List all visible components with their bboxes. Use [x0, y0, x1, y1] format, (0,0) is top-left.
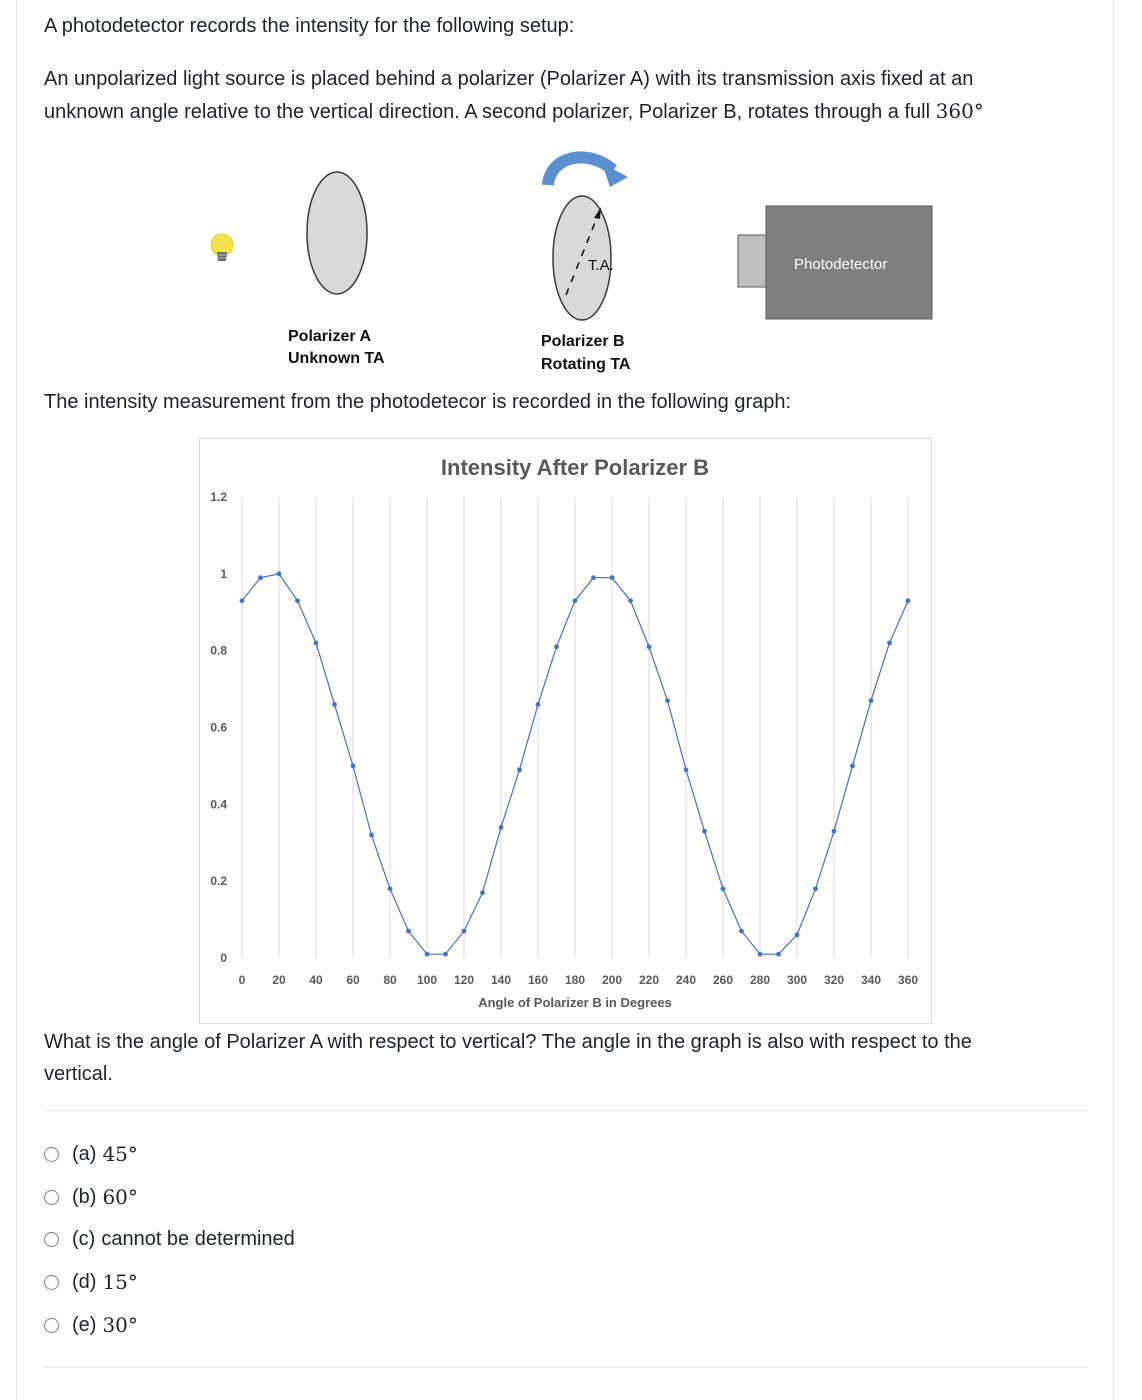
data-point: [406, 929, 411, 934]
x-tick-label: 240: [675, 973, 697, 987]
radio-c-icon[interactable]: [44, 1232, 59, 1247]
option-b-math: 60°: [102, 1185, 138, 1209]
data-point: [351, 764, 356, 769]
data-point: [665, 698, 670, 703]
polarizer-b-label: Polarizer B: [541, 333, 625, 350]
setup-text-line2: [44, 95, 984, 128]
y-tick-label: 0: [220, 951, 227, 965]
x-tick-label: 100: [416, 973, 438, 987]
x-tick-label: 160: [527, 973, 549, 987]
data-point: [443, 952, 448, 957]
data-point: [684, 767, 689, 772]
chart-title: Intensity After Polarizer B: [440, 455, 710, 480]
option-b[interactable]: [44, 1182, 138, 1212]
data-point: [702, 829, 707, 834]
option-e-math: 30°: [102, 1313, 138, 1337]
y-tick-label: 1: [220, 566, 227, 581]
option-d-prefix: (d): [72, 1270, 97, 1293]
radio-d-icon[interactable]: [44, 1275, 59, 1290]
graph-intro-text: The intensity measurement from the photodetecor is recorded in the following graph:: [44, 391, 792, 413]
data-point: [628, 598, 633, 603]
ta-label: T.A.: [588, 257, 614, 274]
data-point: [647, 644, 652, 649]
data-point: [462, 929, 467, 934]
option-a-prefix: (a): [72, 1142, 97, 1165]
x-tick-label: 120: [453, 973, 475, 987]
data-point: [240, 598, 245, 603]
data-point: [832, 829, 837, 834]
data-point: [536, 702, 541, 707]
x-tick-label: 20: [272, 973, 286, 987]
option-c[interactable]: [44, 1224, 295, 1254]
x-tick-label: 0: [238, 973, 246, 987]
polarizer-a-sublabel: Unknown TA: [288, 350, 385, 367]
data-point: [314, 641, 319, 646]
data-point: [869, 698, 874, 703]
polarizer-a-disc: [307, 172, 367, 294]
option-e-prefix: (e): [72, 1313, 97, 1336]
x-tick-label: 260: [712, 973, 734, 987]
x-tick-label: 320: [823, 973, 845, 987]
option-d[interactable]: [44, 1267, 138, 1297]
data-point: [776, 952, 781, 957]
option-c-prefix: (c): [72, 1227, 96, 1250]
question-prompt-line1: What is the angle of Polarizer A with respect to vertical? The angle in the graph is also with respect to the: [44, 1031, 972, 1053]
data-point: [554, 644, 559, 649]
x-tick-label: 80: [383, 973, 397, 987]
x-tick-label: 220: [638, 973, 660, 987]
data-point: [388, 886, 393, 891]
setup-text-line1: An unpolarized light source is placed behind a polarizer (Polarizer A) with its transmission axis fixed at an: [44, 68, 974, 90]
data-point: [332, 702, 337, 707]
data-point: [425, 952, 430, 957]
data-point: [887, 641, 892, 646]
radio-a-icon[interactable]: [44, 1147, 59, 1162]
x-tick-label: 280: [749, 973, 771, 987]
photodetector-label: Photodetector: [794, 256, 888, 273]
option-a-math: 45°: [102, 1142, 138, 1166]
x-tick-label: 180: [564, 973, 586, 987]
question-prompt-line2: vertical.: [44, 1063, 113, 1085]
data-point: [369, 833, 374, 838]
divider-bottom: [44, 1367, 1088, 1368]
radio-b-icon[interactable]: [44, 1190, 59, 1205]
option-b-prefix: (b): [72, 1185, 97, 1208]
rotation-arrow-icon: [548, 157, 628, 187]
x-tick-label: 40: [309, 973, 323, 987]
light-bulb-icon: [211, 234, 233, 261]
data-point: [258, 575, 263, 580]
intro-text: A photodetector records the intensity for the following setup:: [44, 15, 575, 37]
y-tick-label: 0.8: [210, 643, 227, 658]
data-point: [739, 929, 744, 934]
x-tick-label: 60: [346, 973, 360, 987]
rotation-angle-math: 360°: [935, 99, 984, 123]
x-tick-label: 360: [897, 973, 919, 987]
data-point: [591, 575, 596, 580]
data-point: [610, 575, 615, 580]
option-c-text: cannot be determined: [101, 1227, 295, 1250]
setup-diagram: [190, 140, 950, 380]
data-point: [295, 598, 300, 603]
data-point: [480, 890, 485, 895]
intensity-chart: [199, 438, 932, 1024]
data-point: [277, 571, 282, 576]
data-point: [813, 886, 818, 891]
x-tick-label: 300: [786, 973, 808, 987]
polarizer-b-sublabel: Rotating TA: [541, 356, 631, 373]
option-a[interactable]: [44, 1139, 138, 1169]
x-tick-label: 200: [601, 973, 623, 987]
data-point: [850, 764, 855, 769]
data-point: [517, 767, 522, 772]
data-point: [795, 933, 800, 938]
option-e[interactable]: [44, 1310, 138, 1340]
x-tick-label: 340: [860, 973, 882, 987]
y-tick-label: 1.2: [210, 490, 227, 504]
radio-e-icon[interactable]: [44, 1318, 59, 1333]
option-d-math: 15°: [102, 1270, 138, 1294]
chart-svg: [200, 439, 933, 1025]
divider-top: [44, 1110, 1088, 1111]
setup-text-line2-body: unknown angle relative to the vertical direction. A second polarizer, Polarizer B, rotates through a full: [44, 101, 931, 123]
data-point: [758, 952, 763, 957]
polarizer-a-label: Polarizer A: [288, 328, 371, 345]
x-tick-label: 140: [490, 973, 512, 987]
y-tick-label: 0.4: [210, 797, 227, 812]
data-point: [499, 825, 504, 830]
data-point: [573, 598, 578, 603]
data-point: [721, 886, 726, 891]
y-tick-label: 0.2: [210, 874, 227, 889]
data-point: [906, 598, 911, 603]
x-axis-label: Angle of Polarizer B in Degrees: [478, 995, 672, 1010]
y-tick-label: 0.6: [210, 720, 227, 735]
